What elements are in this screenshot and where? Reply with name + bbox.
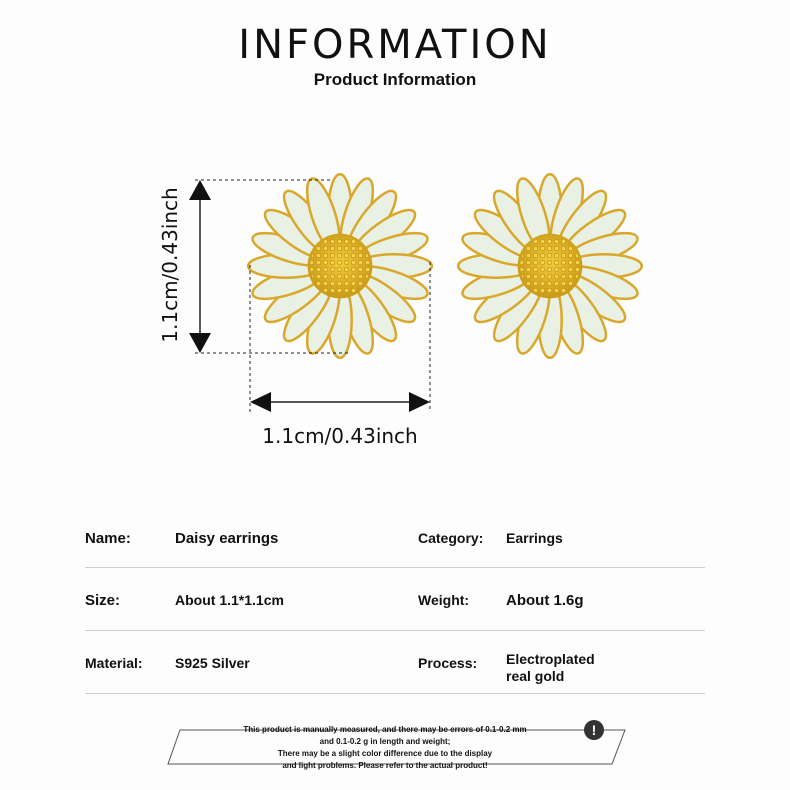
page-title: INFORMATION [238, 22, 552, 68]
note-line-3: There may be a slight color difference due to the display [277, 749, 493, 758]
size-label: Size: [85, 592, 121, 609]
material-value: S925 Silver [175, 655, 250, 671]
divider [85, 567, 705, 568]
weight-value: About 1.6g [506, 592, 584, 609]
name-value: Daisy earrings [175, 530, 279, 547]
size-value: About 1.1*1.1cm [175, 592, 284, 608]
process-value-line1: Electroplated [506, 651, 595, 667]
flower-center-texture [520, 236, 579, 295]
warning-icon: ! [584, 720, 604, 740]
flower-center-texture [310, 236, 369, 295]
process-label: Process: [418, 655, 478, 671]
process-value-line2: real gold [506, 668, 565, 684]
weight-label: Weight: [418, 592, 470, 608]
note-line-4: and light problems. Please refer to the actual product! [282, 761, 488, 770]
daisy-earring-right [458, 174, 642, 358]
note-line-1: This product is manually measured, and there may be errors of 0.1-0.2 mm [243, 725, 527, 734]
divider [85, 630, 705, 631]
width-dimension-label: 1.1cm/0.43inch [262, 424, 418, 448]
height-dimension-label: 1.1cm/0.43inch [158, 187, 182, 343]
material-label: Material: [85, 655, 143, 671]
measurement-note [200, 724, 570, 772]
divider [85, 693, 705, 694]
category-label: Category: [418, 530, 484, 546]
note-line-2: and 0.1-0.2 g in length and weight; [319, 737, 451, 746]
page-subtitle: Product Information [313, 70, 477, 89]
name-label: Name: [85, 530, 131, 547]
category-value: Earrings [506, 530, 563, 546]
daisy-earring-left [248, 174, 432, 358]
